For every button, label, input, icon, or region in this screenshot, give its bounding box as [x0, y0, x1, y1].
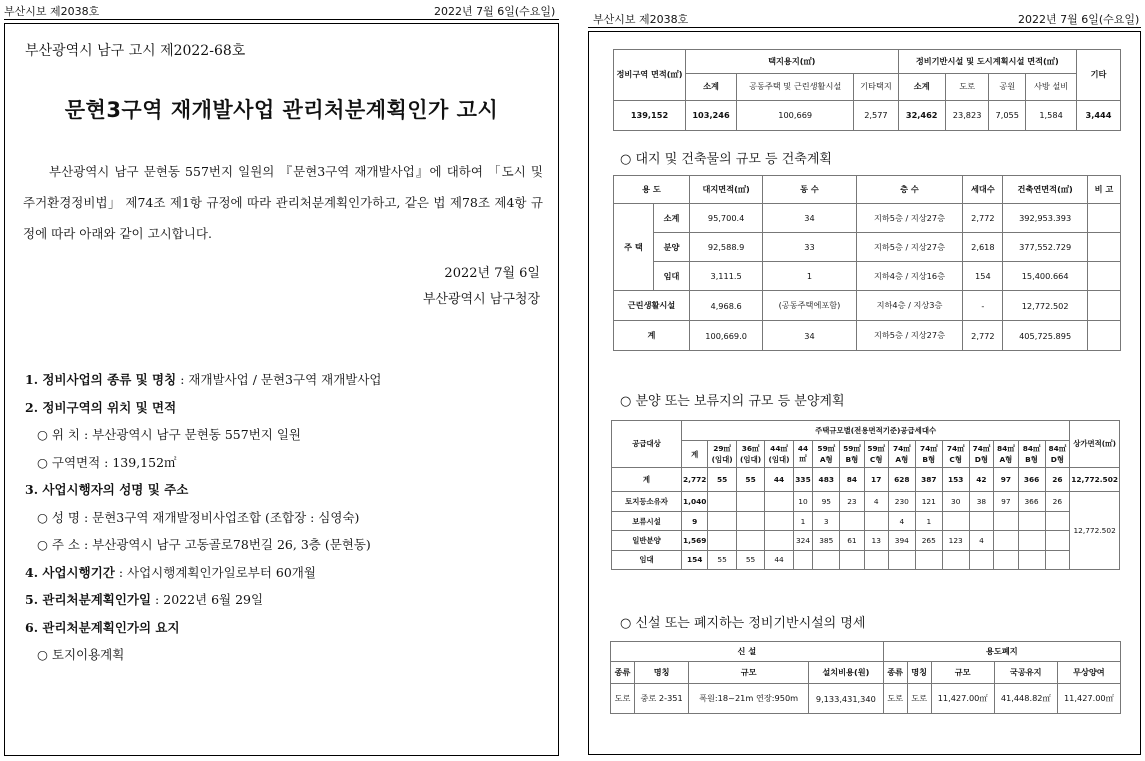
- t4-cell: 중로 2-351: [634, 684, 688, 714]
- t1-subheader: 소계: [686, 74, 737, 100]
- t3-cell: 394: [888, 531, 915, 550]
- left-header-publication: 부산시보 제2038호: [4, 5, 100, 18]
- t3-row: [612, 467, 1120, 491]
- t2-cell: -: [963, 291, 1003, 321]
- t3-cell: 154: [682, 550, 708, 569]
- t3-cell: 3: [813, 511, 840, 530]
- th-new: 신 설: [611, 642, 884, 662]
- t2-cell: [1087, 233, 1120, 262]
- t1-subheader: 도로: [945, 74, 989, 100]
- th-abolish: 용도폐지: [883, 642, 1120, 662]
- t3-cell: [994, 550, 1018, 569]
- notice-subitem-text: ○ 성 명 : 문현3구역 재개발정비사업조합 (조합장 : 심영숙): [37, 509, 360, 525]
- t3-cell: 23: [840, 492, 864, 511]
- t3-cell: [765, 511, 793, 530]
- t2-header: 층 수: [856, 176, 963, 204]
- t3-cell: 385: [813, 531, 840, 550]
- t3-cell: [736, 531, 764, 550]
- notice-item-label: 4. 사업시행기간: [25, 564, 115, 580]
- t2-cell: 1: [763, 262, 857, 291]
- t2-row-label: 분양: [654, 233, 690, 262]
- t2-cell: 2,618: [963, 233, 1003, 262]
- t4-header: 종류: [611, 662, 635, 684]
- t3-cell: 366: [1018, 492, 1045, 511]
- th-shop: 상가면적(㎡): [1070, 421, 1120, 468]
- t2-row-label: 계: [614, 321, 690, 351]
- t2-row: [614, 262, 1121, 291]
- t3-cell: 1: [915, 511, 942, 530]
- t2-cell: 지하4층 / 지상16층: [856, 262, 963, 291]
- t3-cell: 30: [942, 492, 969, 511]
- t2-header: 비 고: [1087, 176, 1120, 204]
- t2-cell: 392,953.393: [1003, 204, 1087, 233]
- land-use-table: [613, 49, 1121, 131]
- section-building-plan: ○ 대지 및 건축물의 규모 등 건축계획: [620, 152, 832, 167]
- t1-subheader: 소계: [898, 74, 945, 100]
- t3-cell: 9: [682, 511, 708, 530]
- t4-cell: 도로: [883, 684, 907, 714]
- notice-signer: 부산광역시 남구청장: [422, 292, 540, 307]
- t3-cell: [840, 550, 864, 569]
- t3-shop-total: 12,772.502: [1070, 467, 1120, 491]
- infra-spec-table: [610, 641, 1121, 714]
- notice-body: 부산광역시 남구 문현동 557번지 일원의 『문현3구역 재개발사업』에 대하여 「도시 및 주거환경정비법」 제74조 제1항 규정에 따라 관리처분계획인가하고, 같은 법 제78조 제4항 규정에 따라 아래와 같이 고시합니다.: [23, 164, 543, 241]
- t3-col-header: 29㎡ (임대): [708, 441, 736, 468]
- t3-cell: [765, 492, 793, 511]
- t1-cell: 2,577: [854, 100, 898, 130]
- notice-item: [25, 504, 555, 532]
- t3-cell: [1045, 531, 1070, 550]
- t2-group-label: 주 택: [614, 204, 654, 291]
- notice-item-label: 5. 관리처분계획인가일: [25, 592, 152, 607]
- t3-col-header: 74㎡ D형: [969, 441, 994, 468]
- t3-cell: [1018, 531, 1045, 550]
- t4-header: 명칭: [907, 662, 931, 684]
- t3-cell: [793, 550, 813, 569]
- t3-cell: [1018, 550, 1045, 569]
- t2-cell: 33: [763, 233, 857, 262]
- notice-item-label: 2. 정비구역의 위치 및 면적: [25, 399, 177, 415]
- notice-item: [25, 394, 555, 422]
- t3-cell: 1: [793, 511, 813, 530]
- t3-row: [612, 531, 1120, 550]
- right-header-date: 2022년 7월 6일(수요일): [1018, 13, 1140, 26]
- t2-cell: [1087, 321, 1120, 351]
- th-area: 정비구역 면적(㎡): [614, 50, 686, 101]
- t2-cell: 405,725.895: [1003, 321, 1087, 351]
- t2-cell: 지하5층 / 지상27층: [856, 204, 963, 233]
- t3-cell: [942, 550, 969, 569]
- t3-cell: 26: [1045, 492, 1070, 511]
- notice-item-label: 1. 정비사업의 종류 및 명칭: [25, 372, 177, 387]
- t2-row: [614, 204, 1121, 233]
- t3-cell: [994, 511, 1018, 530]
- t3-cell: [736, 511, 764, 530]
- t2-cell: 34: [763, 204, 857, 233]
- t2-cell: 2,772: [963, 321, 1003, 351]
- t2-header: 건축연면적(㎡): [1003, 176, 1087, 204]
- t3-cell: 324: [793, 531, 813, 550]
- t3-cell: 17: [864, 467, 888, 491]
- t3-cell: 55: [736, 467, 764, 491]
- t2-header: 용 도: [614, 176, 690, 204]
- notice-item-value: : 사업시행계획인가일로부터 60개월: [114, 564, 316, 580]
- th-target: 공급대상: [612, 421, 682, 468]
- t2-header: 대지면적(㎡): [690, 176, 763, 204]
- t3-cell: [736, 492, 764, 511]
- t3-cell: 13: [864, 531, 888, 550]
- t1-cell: 32,462: [898, 100, 945, 130]
- t2-cell: [1087, 291, 1120, 321]
- t3-cell: [888, 550, 915, 569]
- t3-cell: 84: [840, 467, 864, 491]
- t3-cell: 2,772: [682, 467, 708, 491]
- notice-item: [25, 614, 555, 642]
- t1-subheader: 기타택지: [854, 74, 898, 100]
- sales-plan-table: [611, 420, 1120, 570]
- t2-cell: 4,968.6: [690, 291, 763, 321]
- t3-cell: [864, 511, 888, 530]
- t3-cell: [864, 550, 888, 569]
- t3-cell: [1045, 550, 1070, 569]
- t1-cell: 100,669: [737, 100, 854, 130]
- t3-shop-merged: 12,772.502: [1070, 492, 1120, 570]
- notice-item: [25, 641, 555, 669]
- t3-cell: 26: [1045, 467, 1070, 491]
- t3-cell: 97: [994, 492, 1018, 511]
- t2-row: [614, 321, 1121, 351]
- t3-row-label: 임대: [612, 550, 682, 569]
- notice-items: [25, 366, 555, 669]
- t2-header: 세대수: [963, 176, 1003, 204]
- t1-subheader: 공원: [989, 74, 1026, 100]
- t4-cell: 11,427.00㎡: [1057, 684, 1120, 714]
- left-header-rule: [4, 19, 559, 20]
- t2-cell: (공동주택에포함): [763, 291, 857, 321]
- t3-cell: 4: [888, 511, 915, 530]
- t3-row-label: 일반분양: [612, 531, 682, 550]
- t1-cell: 1,584: [1026, 100, 1077, 130]
- t3-row-label: 보류시설: [612, 511, 682, 530]
- t1-cell: 103,246: [686, 100, 737, 130]
- left-header-date: 2022년 7월 6일(수요일): [434, 5, 556, 18]
- notice-title: 문현3구역 재개발사업 관리처분계획인가 고시: [64, 98, 499, 122]
- t3-col-header: 계: [682, 441, 708, 468]
- t3-cell: 95: [813, 492, 840, 511]
- th-other: 기타: [1077, 50, 1121, 101]
- t2-cell: 12,772.502: [1003, 291, 1087, 321]
- t3-row: [612, 492, 1120, 511]
- t3-row-label: 토지등소유자: [612, 492, 682, 511]
- t3-col-header: 84㎡ D형: [1045, 441, 1070, 468]
- t4-header: 국공유지: [994, 662, 1057, 684]
- t3-cell: [1018, 511, 1045, 530]
- t4-cell: 41,448.82㎡: [994, 684, 1057, 714]
- t3-cell: [708, 511, 736, 530]
- t3-cell: [708, 492, 736, 511]
- t4-cell: 9,133,431,340: [809, 684, 884, 714]
- t2-row-label: 임대: [654, 262, 690, 291]
- th-group: 주택규모별(전용면적기준)공급세대수: [682, 421, 1070, 441]
- t3-col-header: 84㎡ B형: [1018, 441, 1045, 468]
- notice-item-label: 6. 관리처분계획인가의 요지: [25, 619, 180, 635]
- notice-subitem-text: ○ 구역면적 : 139,152㎡: [37, 454, 177, 470]
- t3-cell: 38: [969, 492, 994, 511]
- notice-subitem-text: ○ 토지이용계획: [37, 647, 125, 662]
- notice-item: [25, 476, 555, 504]
- t3-cell: 1,040: [682, 492, 708, 511]
- t1-cell: 7,055: [989, 100, 1026, 130]
- notice-item-value: : 2022년 6월 29일: [151, 592, 264, 607]
- t3-cell: 4: [969, 531, 994, 550]
- t3-row: [612, 550, 1120, 569]
- th-residential: 택지용지(㎡): [686, 50, 899, 74]
- t2-row-label: 소계: [654, 204, 690, 233]
- t3-col-header: 74㎡ C형: [942, 441, 969, 468]
- t3-col-header: 44㎡ (임대): [765, 441, 793, 468]
- t2-cell: 15,400.664: [1003, 262, 1087, 291]
- t3-cell: [708, 531, 736, 550]
- t1-cell: 3,444: [1077, 100, 1121, 130]
- t2-cell: 지하4층 / 지상3층: [856, 291, 963, 321]
- t2-row: [614, 291, 1121, 321]
- t2-cell: 3,111.5: [690, 262, 763, 291]
- notice-item: [25, 559, 555, 587]
- t2-cell: 100,669.0: [690, 321, 763, 351]
- t2-cell: 지하5층 / 지상27층: [856, 321, 963, 351]
- notice-item: [25, 586, 555, 614]
- t3-col-header: 36㎡ (임대): [736, 441, 764, 468]
- t1-subheader: 사방 설비: [1026, 74, 1077, 100]
- t3-cell: [765, 531, 793, 550]
- notice-item-label: 3. 사업시행자의 성명 및 주소: [25, 482, 189, 497]
- t3-cell: 10: [793, 492, 813, 511]
- t2-cell: 154: [963, 262, 1003, 291]
- t2-row: [614, 233, 1121, 262]
- right-header-publication: 부산시보 제2038호: [593, 13, 689, 26]
- t2-cell: 95,700.4: [690, 204, 763, 233]
- t4-header: 종류: [883, 662, 907, 684]
- t4-cell: 도로: [611, 684, 635, 714]
- t1-cell: 23,823: [945, 100, 989, 130]
- notice-subitem-text: ○ 위 치 : 부산광역시 남구 문현동 557번지 일원: [37, 427, 301, 442]
- t4-cell: 폭원:18~21m 연장:950m: [689, 684, 809, 714]
- t3-col-header: 74㎡ B형: [915, 441, 942, 468]
- t4-header: 설치비용(원): [809, 662, 884, 684]
- t3-cell: 335: [793, 467, 813, 491]
- notice-subitem-text: ○ 주 소 : 부산광역시 남구 고동골로78번길 26, 3층 (문현동): [37, 537, 371, 552]
- t3-col-header: 84㎡ A형: [994, 441, 1018, 468]
- t2-cell: [1087, 262, 1120, 291]
- t3-cell: 44: [765, 550, 793, 569]
- t3-cell: [840, 511, 864, 530]
- t3-cell: 121: [915, 492, 942, 511]
- th-infra: 정비기반시설 및 도시계획시설 면적(㎡): [898, 50, 1076, 74]
- t3-row-label: 계: [612, 467, 682, 491]
- t3-cell: 387: [915, 467, 942, 491]
- t2-row-label: 근린생활시설: [614, 291, 690, 321]
- t3-cell: 230: [888, 492, 915, 511]
- section-sales-plan: ○ 분양 또는 보류지의 규모 등 분양계획: [620, 394, 845, 409]
- notice-item: [25, 449, 555, 477]
- t3-cell: 55: [708, 550, 736, 569]
- t3-cell: 1,569: [682, 531, 708, 550]
- t3-cell: 153: [942, 467, 969, 491]
- t3-col-header: 59㎡ B형: [840, 441, 864, 468]
- t3-col-header: 59㎡ A형: [813, 441, 840, 468]
- t3-cell: [813, 550, 840, 569]
- t4-header: 규모: [689, 662, 809, 684]
- t4-cell: 11,427.00㎡: [931, 684, 994, 714]
- left-page: [4, 23, 559, 756]
- t3-cell: 4: [864, 492, 888, 511]
- notice-item: [25, 366, 555, 394]
- t2-cell: 2,772: [963, 204, 1003, 233]
- t2-cell: 지하5층 / 지상27층: [856, 233, 963, 262]
- t3-cell: [915, 550, 942, 569]
- t3-cell: 628: [888, 467, 915, 491]
- t4-cell: 도로: [907, 684, 931, 714]
- notice-number: 부산광역시 남구 고시 제2022-68호: [25, 43, 246, 59]
- t3-col-header: 44㎡: [793, 441, 813, 468]
- t1-cell: 139,152: [614, 100, 686, 130]
- t3-cell: 483: [813, 467, 840, 491]
- t2-header: 동 수: [763, 176, 857, 204]
- t3-cell: 61: [840, 531, 864, 550]
- notice-item: [25, 531, 555, 559]
- right-header-rule: [588, 27, 1141, 28]
- t3-cell: [969, 511, 994, 530]
- notice-date: 2022년 7월 6일: [444, 266, 540, 281]
- notice-item: [25, 421, 555, 449]
- t2-cell: 92,588.9: [690, 233, 763, 262]
- building-plan-table: [613, 175, 1121, 351]
- t3-cell: 97: [994, 467, 1018, 491]
- t3-cell: 55: [736, 550, 764, 569]
- t3-cell: 44: [765, 467, 793, 491]
- notice-item-value: : 재개발사업 / 문현3구역 재개발사업: [176, 372, 382, 387]
- t3-row: [612, 511, 1120, 530]
- t4-header: 규모: [931, 662, 994, 684]
- t1-subheader: 공동주택 및 근린생활시설: [737, 74, 854, 100]
- t3-col-header: 59㎡ C형: [864, 441, 888, 468]
- t2-cell: 377,552.729: [1003, 233, 1087, 262]
- t3-cell: 265: [915, 531, 942, 550]
- t2-cell: 34: [763, 321, 857, 351]
- section-infra-spec: ○ 신설 또는 폐지하는 정비기반시설의 명세: [620, 616, 866, 631]
- t3-cell: [1045, 511, 1070, 530]
- t2-cell: [1087, 204, 1120, 233]
- t3-cell: [969, 550, 994, 569]
- t4-header: 명칭: [634, 662, 688, 684]
- t3-cell: [942, 511, 969, 530]
- t3-cell: [994, 531, 1018, 550]
- t3-cell: 366: [1018, 467, 1045, 491]
- t3-col-header: 74㎡ A형: [888, 441, 915, 468]
- t4-header: 무상양여: [1057, 662, 1120, 684]
- t3-cell: 123: [942, 531, 969, 550]
- t3-cell: 55: [708, 467, 736, 491]
- t3-cell: 42: [969, 467, 994, 491]
